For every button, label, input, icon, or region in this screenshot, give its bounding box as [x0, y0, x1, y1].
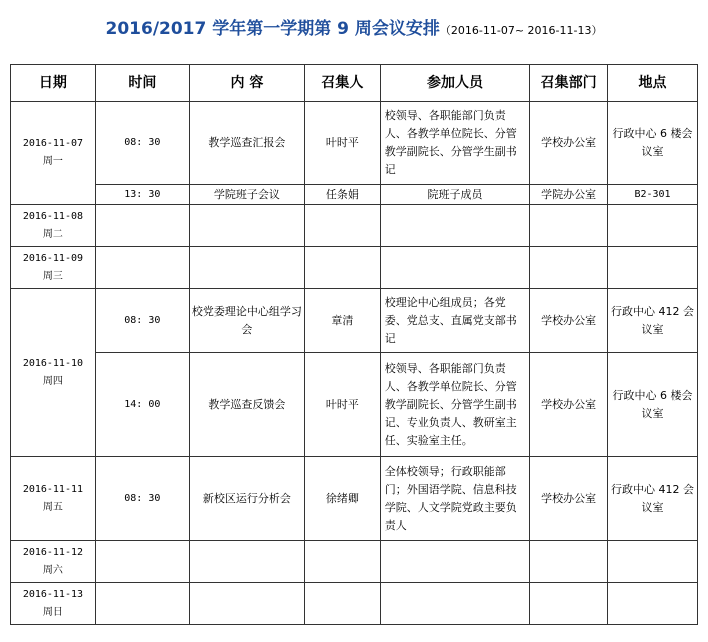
convener-cell: 叶时平 — [304, 102, 380, 185]
dept-cell: 学校办公室 — [530, 353, 608, 457]
time-cell: 08: 30 — [95, 457, 189, 541]
location-cell: 行政中心 6 楼会议室 — [608, 102, 698, 185]
content-cell: 学院班子会议 — [189, 185, 304, 205]
table-row — [11, 205, 698, 247]
participants-cell: 院班子成员 — [380, 185, 530, 205]
weekday: 周日 — [42, 606, 63, 618]
table-row — [11, 353, 698, 457]
weekday: 周五 — [42, 501, 63, 513]
header-convener: 召集人 — [304, 65, 380, 102]
header-dept: 召集部门 — [530, 65, 608, 102]
header-date: 日期 — [11, 65, 96, 102]
time-cell: 08: 30 — [95, 102, 189, 185]
content-cell: 教学巡查反馈会 — [189, 353, 304, 457]
convener-cell: 任条娟 — [304, 185, 380, 205]
dept-cell: 学校办公室 — [530, 457, 608, 541]
header-participants: 参加人员 — [380, 65, 530, 102]
participants-cell: 校领导、各职能部门负责人、各教学单位院长、分管教学副院长、分管学生副书记、专业负责人、教研室主任、实验室主任。 — [380, 353, 530, 457]
weekday: 周四 — [42, 375, 63, 387]
header-content: 内 容 — [189, 65, 304, 102]
date-cell — [11, 289, 96, 457]
convener-cell: 章清 — [304, 289, 380, 353]
content-cell: 新校区运行分析会 — [189, 457, 304, 541]
location-cell: 行政中心 412 会议室 — [608, 289, 698, 353]
convener-cell: 徐绪卿 — [304, 457, 380, 541]
date-value: 2016-11-09 — [22, 252, 84, 264]
content-cell: 教学巡查汇报会 — [189, 102, 304, 185]
table-row — [11, 583, 698, 625]
time-cell: 14: 00 — [95, 353, 189, 457]
header-time: 时间 — [95, 65, 189, 102]
date-cell — [11, 102, 96, 205]
title-date-range: （2016-11-07~ 2016-11-13） — [439, 24, 603, 37]
weekday: 周一 — [42, 156, 63, 167]
header-row — [11, 65, 698, 102]
page-title — [0, 14, 708, 39]
date-cell — [11, 205, 96, 247]
table-row — [11, 185, 698, 205]
meeting-schedule-table — [10, 64, 698, 625]
weekday: 周三 — [42, 270, 63, 282]
dept-cell: 学院办公室 — [530, 185, 608, 205]
participants-cell: 校领导、各职能部门负责人、各教学单位院长、分管教学副院长、分管学生副书记 — [380, 102, 530, 185]
time-cell: 13: 30 — [95, 185, 189, 205]
dept-cell: 学校办公室 — [530, 102, 608, 185]
date-value: 2016-11-10 — [22, 357, 84, 369]
date-value: 2016-11-07 — [22, 138, 84, 149]
time-cell: 08: 30 — [95, 289, 189, 353]
location-cell: B2-301 — [608, 185, 698, 205]
date-cell — [11, 583, 96, 625]
date-cell — [11, 247, 96, 289]
location-cell: 行政中心 6 楼会议室 — [608, 353, 698, 457]
table-row — [11, 102, 698, 185]
date-value: 2016-11-11 — [22, 483, 84, 495]
date-value: 2016-11-12 — [22, 546, 84, 558]
table-row — [11, 289, 698, 353]
date-cell — [11, 457, 96, 541]
location-cell: 行政中心 412 会议室 — [608, 457, 698, 541]
table-row — [11, 247, 698, 289]
date-value: 2016-11-13 — [22, 588, 84, 600]
date-value: 2016-11-08 — [22, 210, 84, 222]
dept-cell: 学校办公室 — [530, 289, 608, 353]
header-location: 地点 — [608, 65, 698, 102]
participants-cell: 全体校领导；行政职能部门；外国语学院、信息科技学院、人文学院党政主要负责人 — [380, 457, 530, 541]
title-main: 2016/2017 学年第一学期第 9 周会议安排 — [105, 19, 440, 39]
content-cell: 校党委理论中心组学习会 — [189, 289, 304, 353]
date-cell — [11, 541, 96, 583]
convener-cell: 叶时平 — [304, 353, 380, 457]
participants-cell: 校理论中心组成员；各党委、党总支、直属党支部书记 — [380, 289, 530, 353]
table-row — [11, 457, 698, 541]
weekday: 周六 — [42, 564, 63, 576]
weekday: 周二 — [42, 228, 63, 240]
table-row — [11, 541, 698, 583]
